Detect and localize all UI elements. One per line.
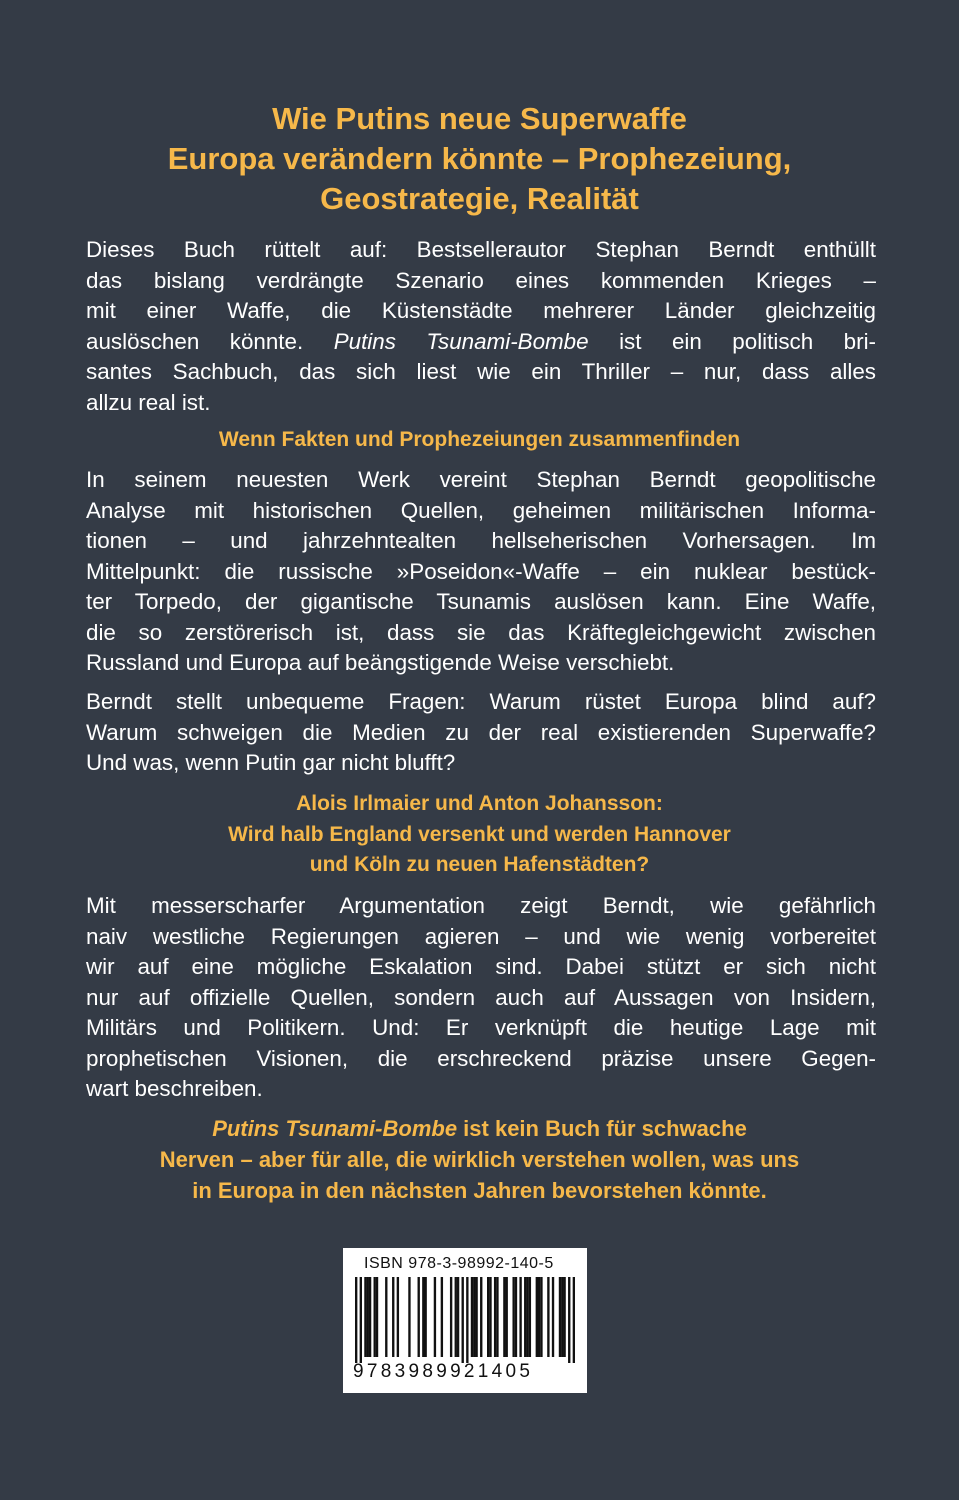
barcode-bar — [480, 1277, 482, 1357]
barcode-bar — [515, 1277, 517, 1357]
barcode-bar — [466, 1277, 468, 1363]
closing-line: Nerven – aber für alle, die wirklich verstehen wollen, was uns — [159, 1147, 800, 1172]
text-line: die so zerstörerisch ist, dass sie das Kräftegleichgewicht zwischen — [86, 619, 876, 645]
text-line: prophetischen Visionen, die erschreckend präzise unsere Gegen- — [86, 1045, 876, 1071]
headline — [60, 99, 899, 219]
text-line: Warum schweigen die Medien zu der real existierenden Superwaffe? — [86, 719, 876, 745]
text-line: Und was, wenn Putin gar nicht blufft? — [86, 750, 456, 775]
barcode-bar — [487, 1277, 489, 1357]
barcode-bar — [494, 1277, 496, 1357]
subheading — [60, 789, 899, 881]
headline-line: Geostrategie, Realität — [320, 181, 639, 216]
text-line: santes Sachbuch, das sich liest wie ein Thriller – nur, dass alles — [86, 359, 876, 384]
barcode-bar — [496, 1277, 498, 1357]
subheading-line: Wird halb England versenkt und werden Hannover — [228, 822, 731, 846]
text-line: wir auf eine mögliche Eskalation sind. Dabei stützt er sich nicht — [86, 954, 876, 979]
barcode-bar — [524, 1277, 526, 1357]
intro-paragraph — [86, 235, 876, 418]
text-line: Mittelpunkt: die russische »Poseidon«-Waffe – ein nuklear bestück- — [86, 558, 876, 584]
barcode-bar — [475, 1277, 477, 1357]
barcode-bar — [367, 1277, 369, 1357]
closing-line: in Europa in den nächsten Jahren bevorstehen könnte. — [192, 1178, 767, 1203]
barcode-bar — [418, 1277, 420, 1357]
barcode-bar — [360, 1277, 362, 1363]
headline-line: Wie Putins neue Superwaffe — [272, 101, 687, 136]
barcode-bar — [376, 1277, 378, 1357]
text-line: Berndt stellt unbequeme Fragen: Warum rüstet Europa blind auf? — [86, 689, 876, 714]
barcode-bar — [563, 1277, 565, 1357]
headline-line: Europa verändern könnte – Prophezeiung, — [167, 141, 792, 176]
text-segment: ist kein Buch für schwache — [457, 1116, 747, 1141]
barcode-bar — [397, 1277, 399, 1357]
barcode-bar — [473, 1277, 475, 1357]
body-paragraph — [86, 891, 876, 1105]
text-line: Russland und Europa auf beängstigende Weise verschiebt. — [86, 650, 675, 675]
barcode-bar — [364, 1277, 366, 1357]
text-line: Analyse mit historischen Quellen, geheimen militärischen Informa- — [86, 497, 876, 523]
barcode-bar — [519, 1277, 521, 1357]
text-line: nur auf offizielle Quellen, sondern auch auf Aussagen von Insidern, — [86, 984, 876, 1010]
barcode-bar — [369, 1277, 371, 1357]
text-line: Militärs und Politikern. Und: Er verknüpft die heutige Lage mit — [86, 1015, 876, 1040]
text-line: In seinem neuesten Werk vereint Stephan Berndt geopolitische — [86, 467, 876, 492]
closing-statement — [60, 1113, 899, 1206]
barcode-bar — [536, 1277, 538, 1357]
barcode-bar — [489, 1277, 491, 1357]
barcode-bar — [526, 1277, 528, 1357]
barcode-bar — [506, 1277, 508, 1357]
barcode-bar — [385, 1277, 387, 1357]
text-line: Dieses Buch rüttelt auf: Bestsellerautor Stephan Berndt enthüllt — [86, 237, 876, 262]
text-line — [86, 327, 876, 358]
subheading-line: Wenn Fakten und Prophezeiungen zusammenfinden — [218, 428, 741, 451]
text-segment: ist ein politisch bri- — [619, 328, 876, 354]
barcode-icon — [355, 1277, 575, 1365]
isbn-label: ISBN 978-3-98992-140-5 — [364, 1255, 554, 1272]
barcode-bar — [547, 1277, 549, 1357]
barcode-bar — [408, 1277, 410, 1357]
barcode-bar — [538, 1277, 540, 1357]
text-line: mit einer Waffe, die Küstenstädte mehrerer Länder gleichzeitig — [86, 298, 876, 323]
barcode-bar — [559, 1277, 561, 1357]
text-line: wart beschreiben. — [86, 1076, 263, 1101]
barcode-bar — [561, 1277, 563, 1357]
barcode-bar — [512, 1277, 514, 1357]
ean-digits: 9783989921405 — [353, 1361, 534, 1382]
barcode-bar — [424, 1277, 426, 1357]
text-line: ter Torpedo, der gigantische Tsunamis auslösen kann. Eine Waffe, — [86, 589, 876, 614]
barcode-bar — [573, 1277, 575, 1363]
text-line: tionen – und jahrzehntealten hellseherischen Vorhersagen. Im — [86, 528, 876, 553]
barcode-bar — [529, 1277, 531, 1357]
barcode-bar — [471, 1277, 473, 1357]
barcode-bar — [355, 1277, 357, 1363]
barcode-bar — [392, 1277, 394, 1357]
text-line: Mit messerscharfer Argumentation zeigt Berndt, wie gefährlich — [86, 893, 876, 918]
book-title: Putins Tsunami-Bombe — [212, 1116, 458, 1141]
barcode-bar — [540, 1277, 542, 1357]
barcode-bar — [455, 1277, 457, 1357]
barcode-box — [343, 1248, 587, 1393]
barcode-bar — [568, 1277, 570, 1363]
barcode-bar — [552, 1277, 554, 1357]
text-line: allzu real ist. — [86, 389, 211, 415]
body-paragraph — [86, 687, 876, 779]
barcode-bar — [450, 1277, 452, 1357]
closing-line — [60, 1113, 899, 1144]
subheading-line: Alois Irlmaier und Anton Johansson: — [296, 792, 663, 815]
text-segment: auslöschen könnte. — [86, 328, 304, 354]
text-line: das bislang verdrängte Szenario eines kommenden Krieges – — [86, 267, 876, 293]
barcode-bar — [434, 1277, 436, 1357]
barcode-bar — [441, 1277, 443, 1357]
subheading — [60, 425, 899, 456]
text-line: naiv westliche Regierungen agieren – und wie wenig vorbereitet — [86, 923, 876, 949]
barcode-bar — [462, 1277, 464, 1363]
barcode-bar — [503, 1277, 505, 1357]
body-paragraph — [86, 465, 876, 679]
barcode-bar — [457, 1277, 459, 1357]
subheading-line: und Köln zu neuen Hafenstädten? — [309, 853, 650, 876]
book-title: Putins Tsunami-Bombe — [333, 328, 589, 354]
barcode-bar — [422, 1277, 424, 1357]
barcode-bar — [374, 1277, 376, 1357]
